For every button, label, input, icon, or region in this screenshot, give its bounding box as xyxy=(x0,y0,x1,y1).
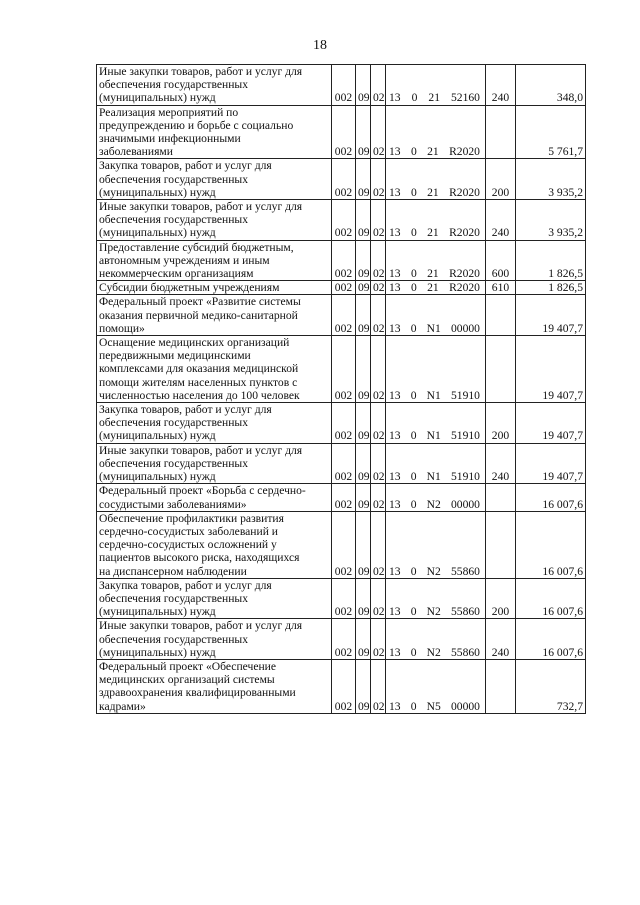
target-article-part: 13 xyxy=(389,497,401,511)
row-description-text: Закупка товаров, работ и услуг для обеспечения государственных (муниципальных) нужд xyxy=(99,159,272,199)
target-article-part: 00000 xyxy=(450,321,480,335)
grbs-code: 002 xyxy=(332,65,356,106)
target-article-code xyxy=(386,105,486,159)
subsection-code: 02 xyxy=(371,336,386,403)
amount: 19 407,7 xyxy=(516,403,586,444)
grbs-code: 002 xyxy=(332,240,356,281)
section-code: 09 xyxy=(356,484,371,511)
target-article-part: 0 xyxy=(410,470,417,484)
target-article-code xyxy=(386,200,486,241)
grbs-code: 002 xyxy=(332,105,356,159)
target-article-part: 51910 xyxy=(450,429,480,443)
target-article-code xyxy=(386,659,486,713)
target-article-part: 13 xyxy=(389,564,401,578)
subsection-code: 02 xyxy=(371,295,386,336)
table-row xyxy=(97,578,586,619)
expense-type-code xyxy=(486,484,516,511)
table-row xyxy=(97,336,586,403)
amount: 1 826,5 xyxy=(516,281,586,295)
subsection-code: 02 xyxy=(371,443,386,484)
section-code: 09 xyxy=(356,403,371,444)
table-row xyxy=(97,105,586,159)
target-article-code xyxy=(386,619,486,660)
expense-type-code xyxy=(486,511,516,578)
target-article-part: 21 xyxy=(427,145,439,159)
target-article-part: 0 xyxy=(410,605,417,619)
target-article-part: 21 xyxy=(427,226,439,240)
target-article-part: 13 xyxy=(389,470,401,484)
table-row xyxy=(97,403,586,444)
expense-type-code: 240 xyxy=(486,65,516,106)
row-description xyxy=(97,200,332,241)
row-description xyxy=(97,578,332,619)
grbs-code: 002 xyxy=(332,336,356,403)
target-article-part: 0 xyxy=(410,497,417,511)
section-code: 09 xyxy=(356,159,371,200)
target-article-part: 21 xyxy=(428,91,440,105)
row-description-text: Предоставление субсидий бюджетным, автономным учреждениям и иным некоммерческим организациям xyxy=(99,240,294,281)
target-article-parts xyxy=(388,389,483,402)
target-article-code xyxy=(386,65,486,106)
row-description xyxy=(97,295,332,336)
target-article-part: 0 xyxy=(410,281,417,295)
subsection-code: 02 xyxy=(371,200,386,241)
page-number: 18 xyxy=(313,38,327,53)
target-article-part: 13 xyxy=(389,429,401,443)
target-article-part: 0 xyxy=(410,564,417,578)
table-row xyxy=(97,443,586,484)
amount: 16 007,6 xyxy=(516,511,586,578)
target-article-parts xyxy=(388,91,483,104)
table-row xyxy=(97,619,586,660)
target-article-part: 13 xyxy=(389,145,401,159)
target-article-parts xyxy=(388,322,483,335)
table-row xyxy=(97,295,586,336)
target-article-parts xyxy=(388,429,483,442)
row-description-text: Оснащение медицинских организаций передвижными медицинскими комплексами для оказания медицинской помощи жителям населенных пунктов с численностью населения до 100 человек xyxy=(99,336,300,402)
target-article-parts xyxy=(388,700,483,713)
target-article-parts xyxy=(388,186,483,199)
amount: 348,0 xyxy=(516,65,586,106)
target-article-part: 13 xyxy=(389,699,401,713)
row-description-text: Закупка товаров, работ и услуг для обеспечения государственных (муниципальных) нужд xyxy=(99,403,272,443)
target-article-part: N2 xyxy=(426,645,441,659)
target-article-part: N2 xyxy=(426,605,441,619)
grbs-code: 002 xyxy=(332,619,356,660)
amount: 19 407,7 xyxy=(516,443,586,484)
target-article-parts xyxy=(388,145,483,158)
target-article-part: 55860 xyxy=(450,645,480,659)
section-code: 09 xyxy=(356,336,371,403)
table-row xyxy=(97,159,586,200)
target-article-part: 13 xyxy=(389,267,401,281)
expense-type-code xyxy=(486,295,516,336)
target-article-code xyxy=(386,159,486,200)
row-description xyxy=(97,659,332,713)
subsection-code: 02 xyxy=(371,240,386,281)
target-article-part: N1 xyxy=(426,321,441,335)
target-article-part: 0 xyxy=(410,267,417,281)
target-article-part: 13 xyxy=(389,321,401,335)
section-code: 09 xyxy=(356,240,371,281)
target-article-part: 51910 xyxy=(450,388,480,402)
target-article-part: N5 xyxy=(426,699,441,713)
expense-type-code xyxy=(486,336,516,403)
subsection-code: 02 xyxy=(371,619,386,660)
target-article-code xyxy=(386,511,486,578)
row-description xyxy=(97,619,332,660)
target-article-part: 13 xyxy=(389,91,401,105)
target-article-parts xyxy=(388,605,483,618)
section-code: 09 xyxy=(356,295,371,336)
grbs-code: 002 xyxy=(332,659,356,713)
target-article-code xyxy=(386,281,486,295)
expense-type-code: 600 xyxy=(486,240,516,281)
section-code: 09 xyxy=(356,200,371,241)
grbs-code: 002 xyxy=(332,443,356,484)
row-description-text: Иные закупки товаров, работ и услуг для обеспечения государственных (муниципальных) нужд xyxy=(99,443,303,484)
target-article-part: 0 xyxy=(411,91,418,105)
subsection-code: 02 xyxy=(371,403,386,444)
row-description xyxy=(97,105,332,159)
target-article-parts xyxy=(388,281,483,294)
target-article-code xyxy=(386,578,486,619)
expense-type-code: 200 xyxy=(486,159,516,200)
section-code: 09 xyxy=(356,105,371,159)
target-article-part: 21 xyxy=(427,185,439,199)
target-article-part: 13 xyxy=(389,226,401,240)
target-article-part: 13 xyxy=(389,605,401,619)
target-article-part: R2020 xyxy=(449,281,480,295)
section-code: 09 xyxy=(356,578,371,619)
expense-type-code: 240 xyxy=(486,443,516,484)
subsection-code: 02 xyxy=(371,65,386,106)
row-description xyxy=(97,484,332,511)
target-article-part: R2020 xyxy=(449,226,480,240)
target-article-code xyxy=(386,240,486,281)
expense-type-code: 200 xyxy=(486,403,516,444)
section-code: 09 xyxy=(356,281,371,295)
table-row xyxy=(97,484,586,511)
grbs-code: 002 xyxy=(332,200,356,241)
table-row xyxy=(97,200,586,241)
section-code: 09 xyxy=(356,619,371,660)
row-description xyxy=(97,443,332,484)
grbs-code: 002 xyxy=(332,281,356,295)
target-article-code xyxy=(386,295,486,336)
target-article-part: N1 xyxy=(426,429,441,443)
row-description-text: Иные закупки товаров, работ и услуг для обеспечения государственных (муниципальных) нужд xyxy=(99,65,303,105)
budget-table-body xyxy=(97,65,586,714)
table-row xyxy=(97,65,586,106)
amount: 19 407,7 xyxy=(516,295,586,336)
expense-type-code xyxy=(486,659,516,713)
target-article-part: 51910 xyxy=(450,470,480,484)
target-article-part: 21 xyxy=(427,281,439,295)
target-article-part: 55860 xyxy=(450,564,480,578)
amount: 3 935,2 xyxy=(516,200,586,241)
target-article-part: R2020 xyxy=(449,267,480,281)
target-article-part: 55860 xyxy=(450,605,480,619)
row-description xyxy=(97,240,332,281)
expense-type-code: 610 xyxy=(486,281,516,295)
target-article-part: 0 xyxy=(410,645,417,659)
target-article-part: 0 xyxy=(410,226,417,240)
grbs-code: 002 xyxy=(332,159,356,200)
target-article-part: 13 xyxy=(389,185,401,199)
subsection-code: 02 xyxy=(371,159,386,200)
subsection-code: 02 xyxy=(371,484,386,511)
target-article-code xyxy=(386,484,486,511)
row-description xyxy=(97,403,332,444)
row-description-text: Федеральный проект «Развитие системы оказания первичной медико-санитарной помощи» xyxy=(99,295,301,335)
amount: 732,7 xyxy=(516,659,586,713)
amount: 16 007,6 xyxy=(516,619,586,660)
target-article-part: 0 xyxy=(410,429,417,443)
amount: 5 761,7 xyxy=(516,105,586,159)
target-article-part: 13 xyxy=(389,645,401,659)
row-description-text: Федеральный проект «Обеспечение медицинских организаций системы здравоохранения квалифицированными кадрами» xyxy=(99,659,296,713)
row-description-text: Обеспечение профилактики развития сердечно-сосудистых заболеваний и сердечно-сосудистых осложнений у пациентов высокого риска, находящихся на диспансерном наблюдении xyxy=(99,511,300,578)
grbs-code: 002 xyxy=(332,403,356,444)
table-row xyxy=(97,511,586,578)
target-article-part: 0 xyxy=(410,185,417,199)
section-code: 09 xyxy=(356,511,371,578)
target-article-part: N1 xyxy=(426,470,441,484)
subsection-code: 02 xyxy=(371,105,386,159)
target-article-part: 13 xyxy=(389,281,401,295)
target-article-code xyxy=(386,443,486,484)
target-article-parts xyxy=(388,267,483,280)
grbs-code: 002 xyxy=(332,484,356,511)
target-article-part: 0 xyxy=(410,699,417,713)
target-article-part: N1 xyxy=(426,388,441,402)
amount: 3 935,2 xyxy=(516,159,586,200)
section-code: 09 xyxy=(356,659,371,713)
expense-type-code: 240 xyxy=(486,200,516,241)
row-description-text: Реализация мероприятий по предупреждению и борьбе с социально значимыми инфекционными заболеваниями xyxy=(99,105,294,159)
target-article-part: 21 xyxy=(427,267,439,281)
row-description xyxy=(97,159,332,200)
target-article-parts xyxy=(388,565,483,578)
target-article-code xyxy=(386,403,486,444)
row-description-text: Иные закупки товаров, работ и услуг для обеспечения государственных (муниципальных) нужд xyxy=(99,200,303,240)
subsection-code: 02 xyxy=(371,281,386,295)
row-description-text: Закупка товаров, работ и услуг для обеспечения государственных (муниципальных) нужд xyxy=(99,578,272,619)
row-description xyxy=(97,65,332,106)
amount: 1 826,5 xyxy=(516,240,586,281)
grbs-code: 002 xyxy=(332,511,356,578)
target-article-part: 0 xyxy=(410,145,417,159)
expense-type-code: 200 xyxy=(486,578,516,619)
target-article-part: N2 xyxy=(426,497,441,511)
target-article-part: 00000 xyxy=(450,497,480,511)
target-article-part: 0 xyxy=(410,321,417,335)
subsection-code: 02 xyxy=(371,578,386,619)
target-article-part: R2020 xyxy=(449,185,480,199)
subsection-code: 02 xyxy=(371,659,386,713)
section-code: 09 xyxy=(356,65,371,106)
table-row xyxy=(97,659,586,713)
amount: 16 007,6 xyxy=(516,578,586,619)
target-article-part: 0 xyxy=(410,388,417,402)
target-article-part: 00000 xyxy=(450,699,480,713)
section-code: 09 xyxy=(356,443,371,484)
amount: 19 407,7 xyxy=(516,336,586,403)
grbs-code: 002 xyxy=(332,295,356,336)
row-description xyxy=(97,281,332,295)
row-description-text: Федеральный проект «Борьба с сердечно- сосудистыми заболеваниями» xyxy=(99,484,306,511)
target-article-part: N2 xyxy=(426,564,441,578)
budget-table xyxy=(96,64,586,714)
expense-type-code: 240 xyxy=(486,619,516,660)
target-article-code xyxy=(386,336,486,403)
row-description xyxy=(97,511,332,578)
table-row xyxy=(97,240,586,281)
subsection-code: 02 xyxy=(371,511,386,578)
target-article-part: R2020 xyxy=(449,145,480,159)
row-description xyxy=(97,336,332,403)
target-article-parts xyxy=(388,226,483,239)
target-article-parts xyxy=(388,470,483,483)
grbs-code: 002 xyxy=(332,578,356,619)
row-description-text: Субсидии бюджетным учреждениям xyxy=(99,281,280,295)
row-description-text: Иные закупки товаров, работ и услуг для обеспечения государственных (муниципальных) нужд xyxy=(99,619,303,659)
table-row xyxy=(97,281,586,295)
target-article-parts xyxy=(388,646,483,659)
amount: 16 007,6 xyxy=(516,484,586,511)
target-article-part: 52160 xyxy=(450,91,480,105)
expense-type-code xyxy=(486,105,516,159)
target-article-parts xyxy=(388,498,483,511)
target-article-part: 13 xyxy=(389,388,401,402)
